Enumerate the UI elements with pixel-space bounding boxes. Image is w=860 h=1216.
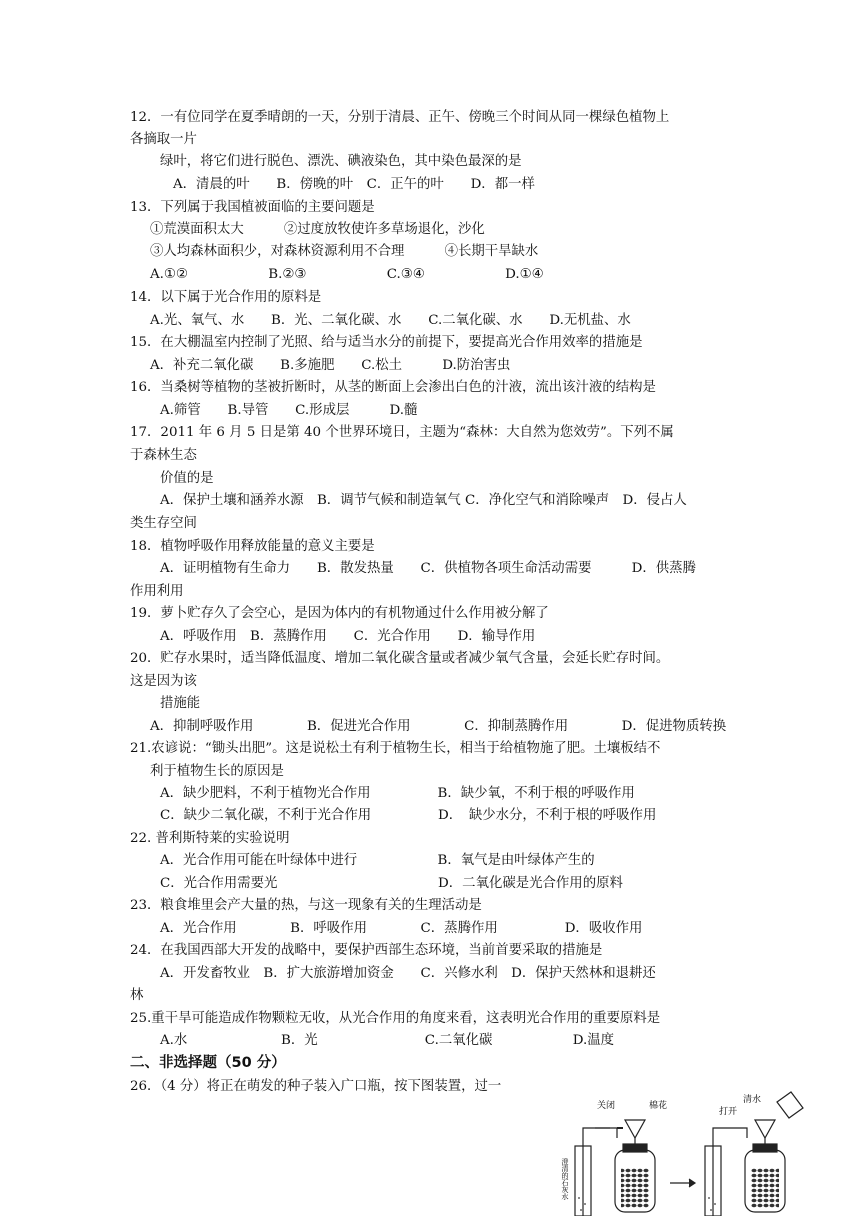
q22-options-ab: A．光合作用可能在叶绿体中进行 B．氧气是由叶绿体产生的 [160, 853, 595, 868]
q17-options-cont: 类生存空间 [130, 516, 197, 531]
q21-stem-line2: 利于植物生长的原因是 [150, 764, 284, 779]
label-open: 打开 [719, 1107, 738, 1117]
q18-stem: 18．植物呼吸作用释放能量的意义主要是 [130, 539, 375, 554]
q15-options: A．补充二氧化碳 B.多施肥 C.松土 D.防治害虫 [150, 358, 511, 373]
q26-stem: 26．（4 分）将正在萌发的种子装入广口瓶，按下图装置，过一 [130, 1079, 502, 1094]
q25-stem: 25.重干旱可能造成作物颗粒无收，从光合作用的角度来看，这表明光合作用的重要原料是 [130, 1011, 661, 1026]
q17-stem-line2: 于森林生态 [130, 448, 197, 463]
q20-stem-line2: 这是因为该 [130, 674, 197, 689]
beaker-icon [777, 1092, 803, 1118]
q17-stem-line1: 17．2011 年 6 月 5 日是第 40 个世界环境日，主题为“森林：大自然为您效劳”。下列不属 [130, 425, 674, 440]
q20-options: A．抑制呼吸作用 B．促进光合作用 C．抑制蒸腾作用 D．促进物质转换 [150, 719, 727, 734]
q16-stem: 16．当桑树等植物的茎被折断时，从茎的断面上会渗出白色的汁液，流出该汁液的结构是 [130, 380, 656, 395]
label-water: 清水 [743, 1095, 762, 1105]
q25-options: A.水 B．光 C.二氧化碳 D.温度 [160, 1033, 615, 1048]
q14-stem: 14．以下属于光合作用的原料是 [130, 290, 322, 305]
funnel-right [755, 1120, 775, 1138]
q22-options-cd: C．光合作用需要光 D．二氧化碳是光合作用的原料 [160, 876, 623, 891]
q23-stem: 23．粮食堆里会产大量的热，与这一现象有关的生理活动是 [130, 898, 482, 913]
q15-stem: 15．在大棚温室内控制了光照、给与适当水分的前提下，要提高光合作用效率的措施是 [130, 335, 643, 350]
q23-options: A．光合作用 B．呼吸作用 C．蒸腾作用 D．吸收作用 [160, 921, 643, 936]
q21-options-ab: A．缺少肥料，不利于植物光合作用 B．缺少氧，不利于根的呼吸作用 [160, 786, 635, 801]
q20-stem-line1: 20．贮存水果时，适当降低温度、增加二氧化碳含量或者减少氧气含量，会延长贮存时间。 [130, 651, 670, 666]
q19-stem: 19．萝卜贮存久了会空心，是因为体内的有机物通过什么作用被分解了 [130, 606, 549, 621]
q12-options: A．清晨的叶 B．傍晚的叶 C．正午的叶 D．都一样 [173, 177, 535, 192]
q13-statements-2: ③人均森林面积少，对森林资源利用不合理 ④长期干旱缺水 [150, 244, 539, 259]
label-limewater: 澄清的石灰水 [561, 1158, 569, 1200]
q24-options: A．开发畜牧业 B．扩大旅游增加资金 C．兴修水利 D．保护天然林和退耕还 [160, 966, 656, 981]
q18-options: A．证明植物有生命力 B．散发热量 C．供植物各项生命活动需要 D．供蒸腾 [160, 561, 696, 576]
q18-options-cont: 作用利用 [130, 584, 184, 599]
q12-stem-line3: 绿叶，将它们进行脱色、漂洗、碘液染色，其中染色最深的是 [160, 154, 522, 169]
q13-statements-1: ①荒漠面积太大 ②过度放牧使许多草场退化，沙化 [150, 222, 485, 237]
q24-stem: 24．在我国西部大开发的战略中，要保护西部生态环境，当前首要采取的措施是 [130, 943, 603, 958]
q17-stem-line3: 价值的是 [160, 471, 214, 486]
q24-options-cont: 林 [130, 988, 144, 1003]
q22-stem: 22. 普利斯特莱的实验说明 [130, 831, 290, 846]
q20-stem-line3: 措施能 [160, 696, 201, 711]
q13-options: A.①② B.②③ C.③④ D.①④ [150, 267, 544, 282]
label-close: 关闭 [597, 1101, 616, 1111]
experiment-apparatus-figure [561, 1088, 860, 1216]
q16-options: A.筛管 B.导管 C.形成层 D.髓 [160, 403, 418, 418]
funnel-left [625, 1120, 645, 1138]
q17-options: A．保护土壤和涵养水源 B．调节气候和制造氧气 C．净化空气和消除噪声 D．侵占人 [160, 493, 687, 508]
q13-stem: 13．下列属于我国植被面临的主要问题是 [130, 200, 375, 215]
q21-options-cd: C．缺少二氧化碳，不利于光合作用 D． 缺少水分，不利于根的呼吸作用 [160, 808, 657, 823]
label-cotton: 棉花 [649, 1101, 668, 1111]
q12-stem-line1: 12．一有位同学在夏季晴朗的一天，分别于清晨、正午、傍晚三个时间从同一棵绿色植物上 [130, 110, 670, 125]
q12-stem-line2: 各摘取一片 [130, 132, 197, 147]
q14-options: A.光、氧气、水 B．光、二氧化碳、水 C.二氧化碳、水 D.无机盐、水 [150, 313, 631, 328]
q19-options: A．呼吸作用 B．蒸腾作用 C．光合作用 D．输导作用 [160, 629, 536, 644]
q21-stem-line1: 21.农谚说：“锄头出肥”。这是说松土有利于植物生长，相当于给植物施了肥。土壤板结不 [130, 741, 661, 756]
section-heading-nonchoice: 二、非选择题（50 分） [130, 1055, 286, 1071]
